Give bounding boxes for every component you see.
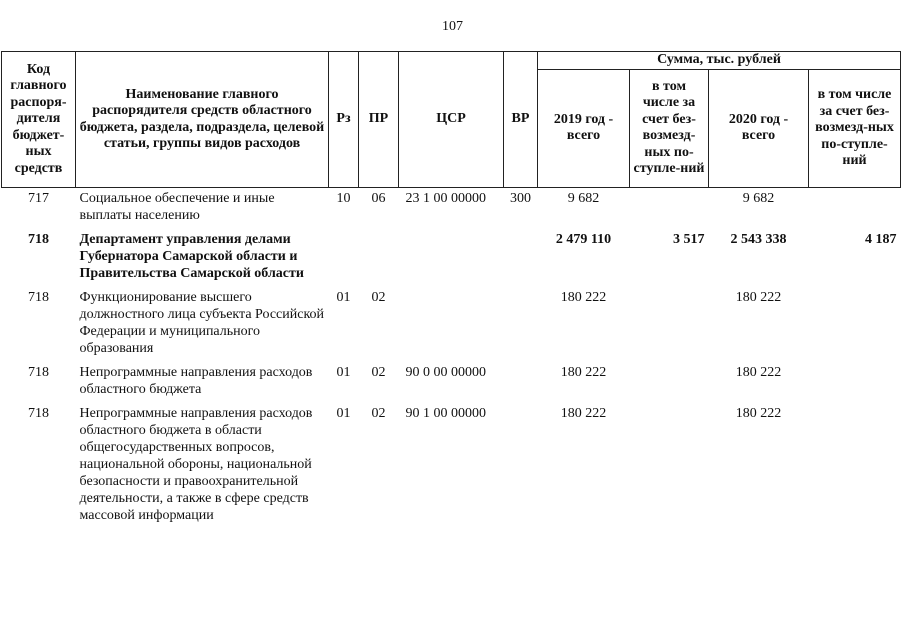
cell-2019-grants	[630, 188, 709, 232]
cell-2020-grants	[809, 289, 901, 364]
cell-2020-grants: 4 187	[865, 232, 897, 247]
cell-csr: 90 0 00 00000	[405, 365, 486, 380]
cell-pr	[359, 231, 399, 289]
cell-2020-total: 180 222	[735, 365, 782, 380]
cell-rz: 01	[336, 365, 351, 380]
cell-2019-total: 180 222	[560, 290, 607, 305]
cell-2019-grants	[630, 364, 709, 405]
cell-name: Департамент управления делами Губернатора Самарской области и Правительства Самарской области	[79, 232, 304, 281]
cell-pr: 02	[371, 365, 386, 380]
cell-name: Непрограммные направления расходов областного бюджета в области общегосударственных вопросов, национальной обороны, национальной безопасности и правоохранительной деятельности, а также в сфере средств массовой информации	[79, 406, 313, 523]
header-sum-group: Сумма, тыс. рублей	[538, 52, 901, 70]
cell-vr	[504, 231, 538, 289]
header-rz: Рз	[329, 52, 359, 188]
table-body	[2, 188, 901, 532]
table-row	[2, 289, 901, 364]
cell-pr: 02	[371, 406, 386, 421]
cell-name: Непрограммные направления расходов областного бюджета	[79, 365, 313, 397]
cell-code: 718	[28, 406, 49, 421]
cell-vr	[504, 364, 538, 405]
table-row	[2, 188, 901, 232]
cell-csr	[399, 231, 504, 289]
cell-vr	[504, 289, 538, 364]
header-2019-total: 2019 год - всего	[538, 69, 630, 188]
cell-code: 717	[28, 191, 49, 206]
header-code: Код главного распоря-дителя бюджет-ных средств	[2, 52, 76, 188]
cell-rz: 10	[336, 191, 351, 206]
cell-code: 718	[28, 232, 49, 247]
cell-vr: 300	[510, 191, 531, 206]
cell-name: Социальное обеспечение и иные выплаты населению	[79, 191, 275, 223]
table-row	[2, 231, 901, 289]
cell-2020-grants	[809, 405, 901, 531]
header-2020-grants: в том числе за счет без-возмезд-ных по-ступле-ний	[809, 69, 901, 188]
header-vr: ВР	[504, 52, 538, 188]
cell-2020-total: 180 222	[735, 406, 782, 421]
cell-pr: 06	[371, 191, 386, 206]
cell-2020-grants	[809, 188, 901, 232]
header-pr: ПР	[359, 52, 399, 188]
cell-2020-total: 9 682	[742, 191, 775, 206]
cell-vr	[504, 405, 538, 531]
cell-2020-grants	[809, 364, 901, 405]
cell-2019-total: 9 682	[567, 191, 600, 206]
cell-rz	[329, 231, 359, 289]
cell-rz: 01	[336, 406, 351, 421]
cell-2019-total: 180 222	[560, 406, 607, 421]
cell-code: 718	[28, 365, 49, 380]
cell-2019-total: 180 222	[560, 365, 607, 380]
header-2020-total: 2020 год - всего	[709, 69, 809, 188]
cell-2020-total: 2 543 338	[730, 232, 787, 247]
budget-table	[1, 51, 901, 531]
header-csr: ЦСР	[399, 52, 504, 188]
cell-csr: 90 1 00 00000	[405, 406, 486, 421]
cell-2019-total: 2 479 110	[555, 232, 612, 247]
cell-code: 718	[28, 290, 49, 305]
table-header	[2, 52, 901, 188]
cell-rz: 01	[336, 290, 351, 305]
cell-csr	[399, 289, 504, 364]
header-2019-grants: в том числе за счет без-возмезд-ных по-ступле-ний	[630, 69, 709, 188]
cell-2019-grants	[630, 289, 709, 364]
table-row	[2, 405, 901, 531]
page-number: 107	[442, 19, 463, 34]
cell-pr: 02	[371, 290, 386, 305]
cell-2019-grants	[630, 405, 709, 531]
cell-2020-total: 180 222	[735, 290, 782, 305]
cell-name: Функционирование высшего должностного лица субъекта Российской Федерации и муниципального образования	[79, 290, 325, 356]
header-name: Наименование главного распорядителя средств областного бюджета, раздела, подраздела, целевой статьи, группы видов расходов	[76, 52, 329, 188]
cell-csr: 23 1 00 00000	[405, 191, 486, 206]
cell-2019-grants: 3 517	[673, 232, 705, 247]
table-row	[2, 364, 901, 405]
